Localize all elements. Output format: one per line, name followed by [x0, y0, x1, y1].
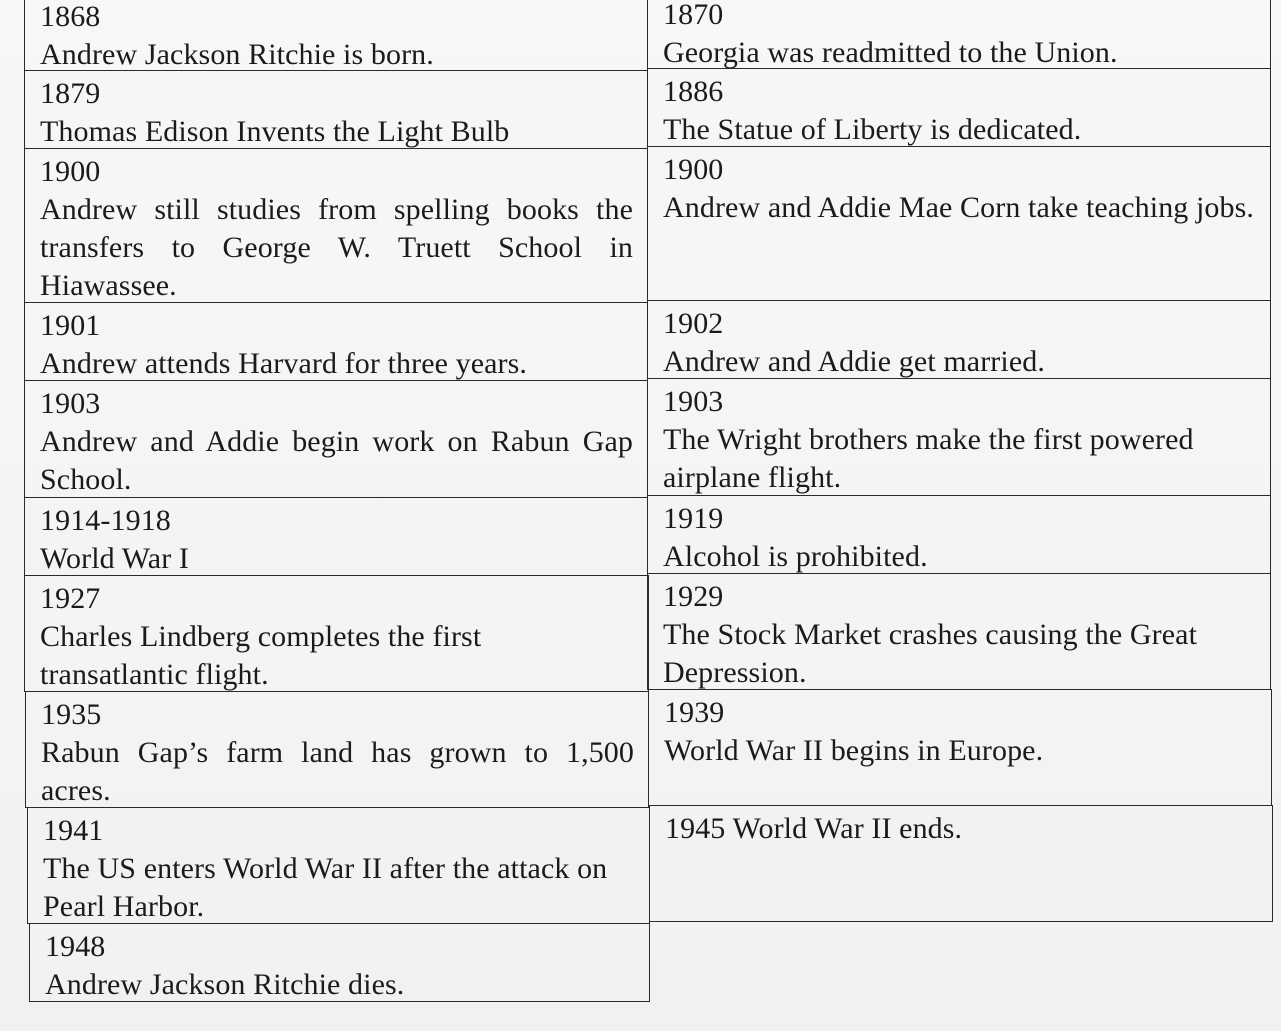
entry-event: The US enters World War II after the attack on Pearl Harbor. — [43, 852, 608, 923]
entry-event: Andrew and Addie Mae Corn take teaching jobs. — [663, 191, 1255, 224]
timeline-entry-1900-right — [647, 146, 1271, 301]
timeline-entry-1927 — [24, 575, 649, 692]
timeline-entry-1945 — [649, 805, 1273, 922]
entry-year: 1935 — [41, 698, 102, 731]
entry-event: Charles Lindberg completes the first transatlantic flight. — [40, 620, 482, 691]
entry-year: 1900 — [40, 155, 101, 188]
entry-year: 1929 — [663, 580, 724, 613]
timeline-entry-1935 — [25, 691, 649, 808]
entry-year: 1919 — [663, 502, 724, 535]
entry-event: Thomas Edison Invents the Light Bulb — [40, 115, 510, 148]
entry-year: 1870 — [663, 0, 724, 31]
timeline-entry-1941 — [27, 807, 650, 924]
timeline-entry-1914-1918 — [24, 497, 648, 576]
timeline-entry-1886 — [647, 68, 1271, 147]
entry-event: Georgia was readmitted to the Union. — [663, 36, 1118, 69]
timeline-entry-1948 — [29, 923, 650, 1002]
entry-year: 1879 — [40, 77, 101, 110]
timeline-entry-1879 — [24, 70, 648, 149]
entry-event: Andrew still studies from spelling books the transfers to George W. Truett School in Hiawassee. — [40, 193, 633, 302]
timeline-entry-1919 — [647, 495, 1271, 574]
entry-event: World War I — [40, 542, 190, 575]
entry-year: 1902 — [663, 307, 724, 340]
entry-year: 1945 — [665, 812, 726, 845]
entry-year: 1903 — [40, 387, 101, 420]
entry-year: 1948 — [45, 930, 106, 963]
entry-year: 1903 — [663, 385, 724, 418]
entry-event: The Stock Market crashes causing the Great Depression. — [663, 618, 1198, 689]
entry-event: Rabun Gap’s farm land has grown to 1,500 acres. — [41, 736, 634, 807]
entry-year: 1901 — [40, 309, 101, 342]
entry-event: World War II begins in Europe. — [664, 734, 1044, 767]
timeline-entry-1900-left — [24, 148, 648, 303]
timeline-entry-1903-left — [24, 380, 648, 498]
entry-year: 1939 — [664, 696, 725, 729]
entry-event: Alcohol is prohibited. — [663, 540, 928, 573]
entry-year: 1927 — [40, 582, 101, 615]
timeline-entry-1929 — [647, 573, 1271, 690]
timeline-entry-1870 — [647, 0, 1271, 69]
entry-event: Andrew Jackson Ritchie dies. — [45, 968, 405, 1001]
entry-event: The Statue of Liberty is dedicated. — [663, 113, 1082, 146]
entry-event: Andrew attends Harvard for three years. — [40, 347, 528, 380]
entry-event: The Wright brothers make the first powered airplane flight. — [663, 423, 1194, 494]
entry-event: Andrew and Addie get married. — [663, 345, 1045, 378]
timeline-entry-1868 — [24, 0, 648, 71]
entry-year: 1886 — [663, 75, 724, 108]
entry-year: 1868 — [40, 0, 101, 33]
timeline-entry-1902 — [647, 300, 1271, 379]
timeline-entry-1901 — [24, 302, 648, 381]
entry-event: World War II ends. — [732, 812, 963, 845]
timeline-entry-1903-right — [647, 378, 1271, 496]
entry-year: 1941 — [43, 814, 104, 847]
entry-year: 1900 — [663, 153, 724, 186]
entry-year: 1914-1918 — [40, 504, 171, 537]
timeline-entry-1939 — [648, 689, 1272, 806]
entry-event: Andrew Jackson Ritchie is born. — [40, 38, 434, 71]
entry-event: Andrew and Addie begin work on Rabun Gap School. — [40, 425, 633, 496]
